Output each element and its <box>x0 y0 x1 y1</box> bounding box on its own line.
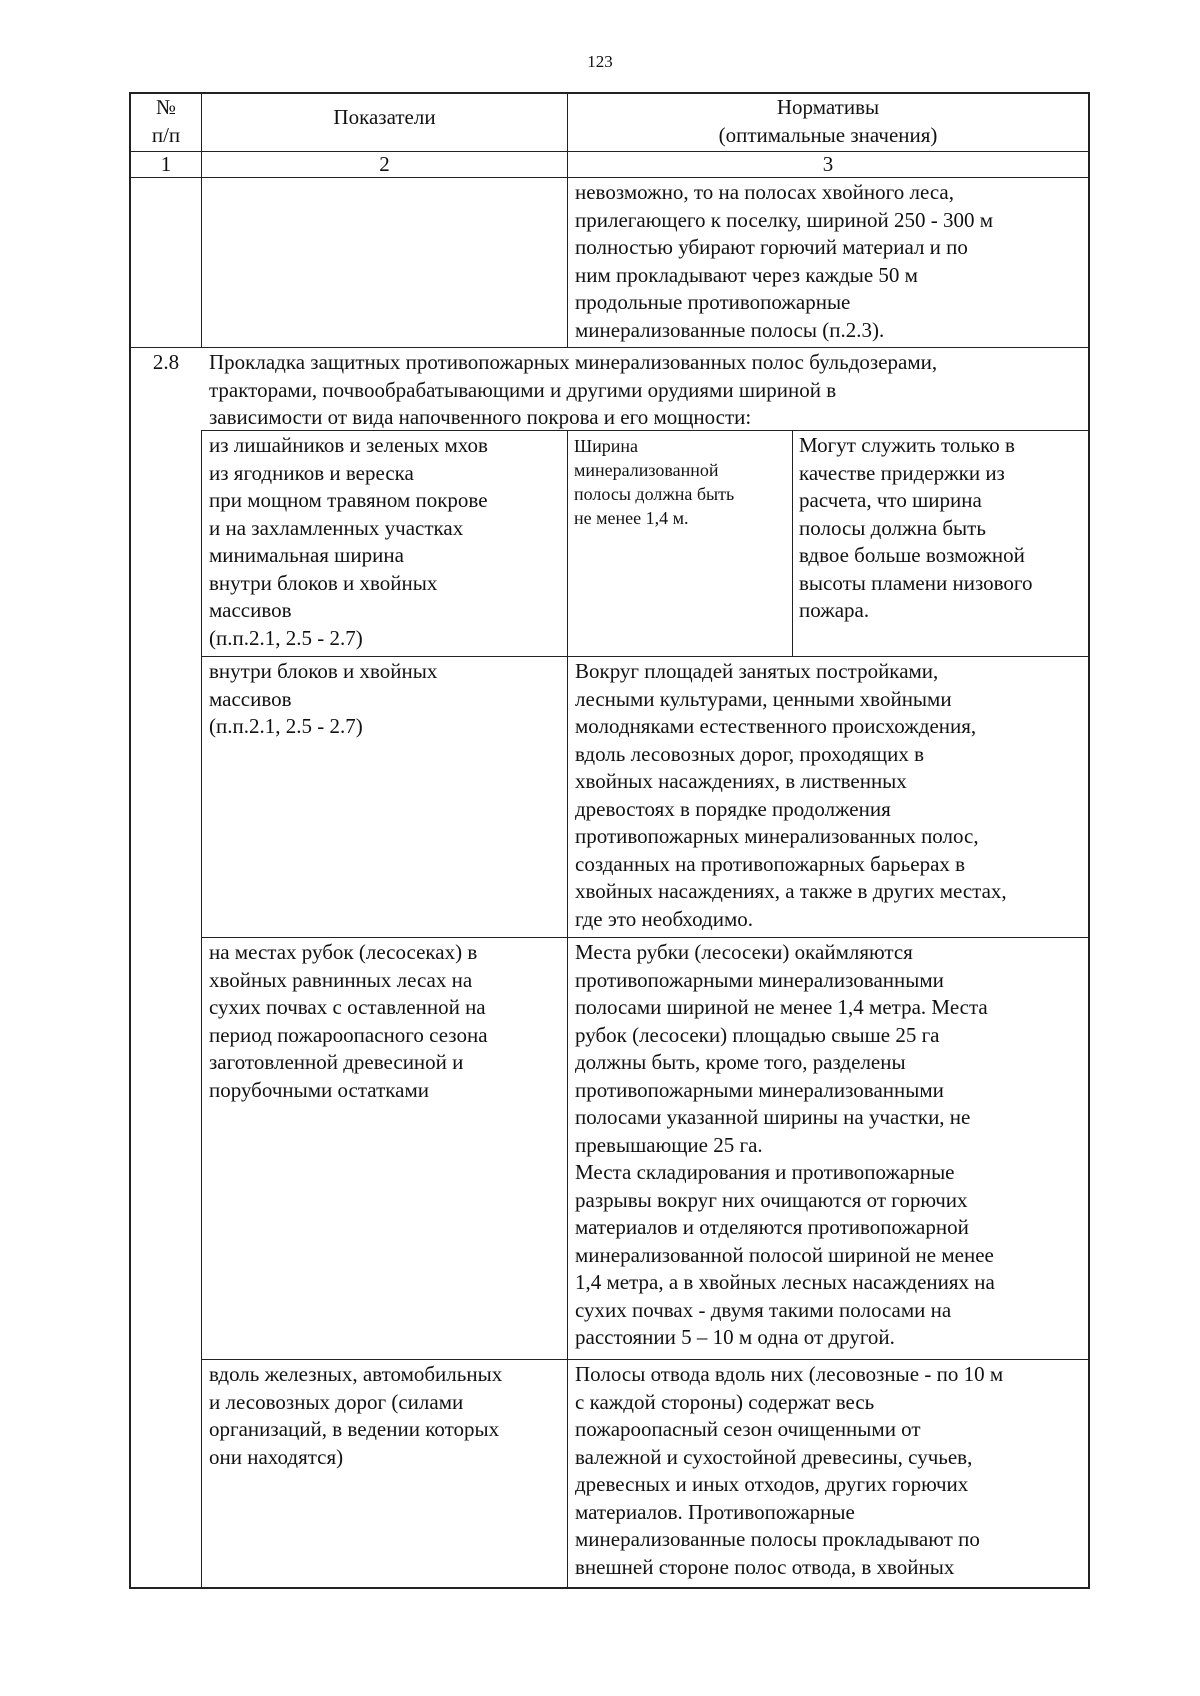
row-2-8-title: Прокладка защитных противопожарных минерализованных полос бульдозерами, тракторами, почвообрабатывающими и другими орудиями шириной в зависимости от вида напочвенного покрова и его мощности: <box>209 350 938 429</box>
norm-along-roads: Полосы отвода вдоль них (лесовозные - по 10 м с каждой стороны) содержат весь пожароопасный сезон очищенными от валежной и сухостойной древесины, сучьев, древесных и иных отходов, других горючих материалов. Противопожарные минерализованные полосы прокладывают по внешней стороне полос отвода, в хвойных <box>575 1362 1004 1579</box>
header-indicators: Показатели <box>333 105 436 129</box>
header-norms: Нормативы (оптимальные значения) <box>718 95 938 147</box>
table-border-right <box>1088 92 1090 1589</box>
indicator-along-roads: вдоль железных, автомобильных и лесовозных дорог (силами организаций, в ведении которых они находятся) <box>209 1362 503 1469</box>
table-border-bottom <box>129 1587 1089 1589</box>
norm-support-only: Могут служить только в качестве придержки из расчета, что ширина полосы должна быть вдвое больше возможной высоты пламени низового пожара. <box>799 433 1033 622</box>
norm-around-areas: Вокруг площадей занятых постройками, лесными культурами, ценными хвойными молодняками естественного происхождения, вдоль лесовозных дорог, проходящих в хвойных насаждениях, в лиственных древостоях в порядке продолжения противопожарных минерализованных полос, созданных на противопожарных барьерах в хвойных насаждениях, а также в других местах, где это необходимо. <box>575 659 1007 931</box>
column-divider <box>792 430 793 656</box>
row-2-8-number: 2.8 <box>152 350 180 374</box>
column-number-1: 1 <box>160 152 172 176</box>
column-divider <box>201 430 202 1588</box>
indicator-inside-blocks: внутри блоков и хвойных массивов (п.п.2.1, 2.5 - 2.7) <box>209 659 438 738</box>
column-number-3: 3 <box>822 152 834 176</box>
row-divider <box>201 937 1089 938</box>
numbering-divider <box>129 177 1089 178</box>
table-border-left <box>129 92 131 1589</box>
norm-strip-width: Ширина минерализованной полосы должна быть не менее 1,4 м. <box>574 436 735 528</box>
column-divider <box>567 430 568 1588</box>
header-number: № п/п <box>151 95 181 147</box>
indicator-felling-sites: на местах рубок (лесосеках) в хвойных равнинных лесах на сухих почвах с оставленной на период пожароопасного сезона заготовленной древесиной и порубочными остатками <box>209 940 488 1102</box>
norm-felling-sites: Места рубки (лесосеки) окаймляются противопожарными минерализованными полосами шириной не менее 1,4 метра. Места рубок (лесосеки) площадью свыше 25 га должны быть, кроме того, разделены противопожарными минерализованными полосами указанной ширины на участки, не превышающие 25 га. Места складирования и противопожарные разрывы вокруг них очищаются от горючих материалов и отделяются противопожарной минерализованной полосой шириной не менее 1,4 метра, а в хвойных лесных насаждениях на сухих почвах - двумя такими полосами на расстоянии 5 – 10 м одна от другой. <box>575 940 995 1349</box>
continued-norm-text: невозможно, то на полосах хвойного леса, прилегающего к поселку, шириной 250 - 300 м полностью убирают горючий материал и по ним прокладывают через каждые 50 м продольные противопожарные минерализованные полосы (п.2.3). <box>575 180 994 342</box>
row-divider <box>201 1359 1089 1360</box>
indicator-cover-types: из лишайников и зеленых мхов из ягодников и вереска при мощном травяном покрове и на захламленных участках минимальная ширина внутри блоков и хвойных массивов (п.п.2.1, 2.5 - 2.7) <box>209 433 488 650</box>
page-number: 123 <box>587 52 613 71</box>
row-divider <box>129 347 1089 348</box>
row-divider <box>201 656 1089 657</box>
column-number-2: 2 <box>379 152 390 176</box>
